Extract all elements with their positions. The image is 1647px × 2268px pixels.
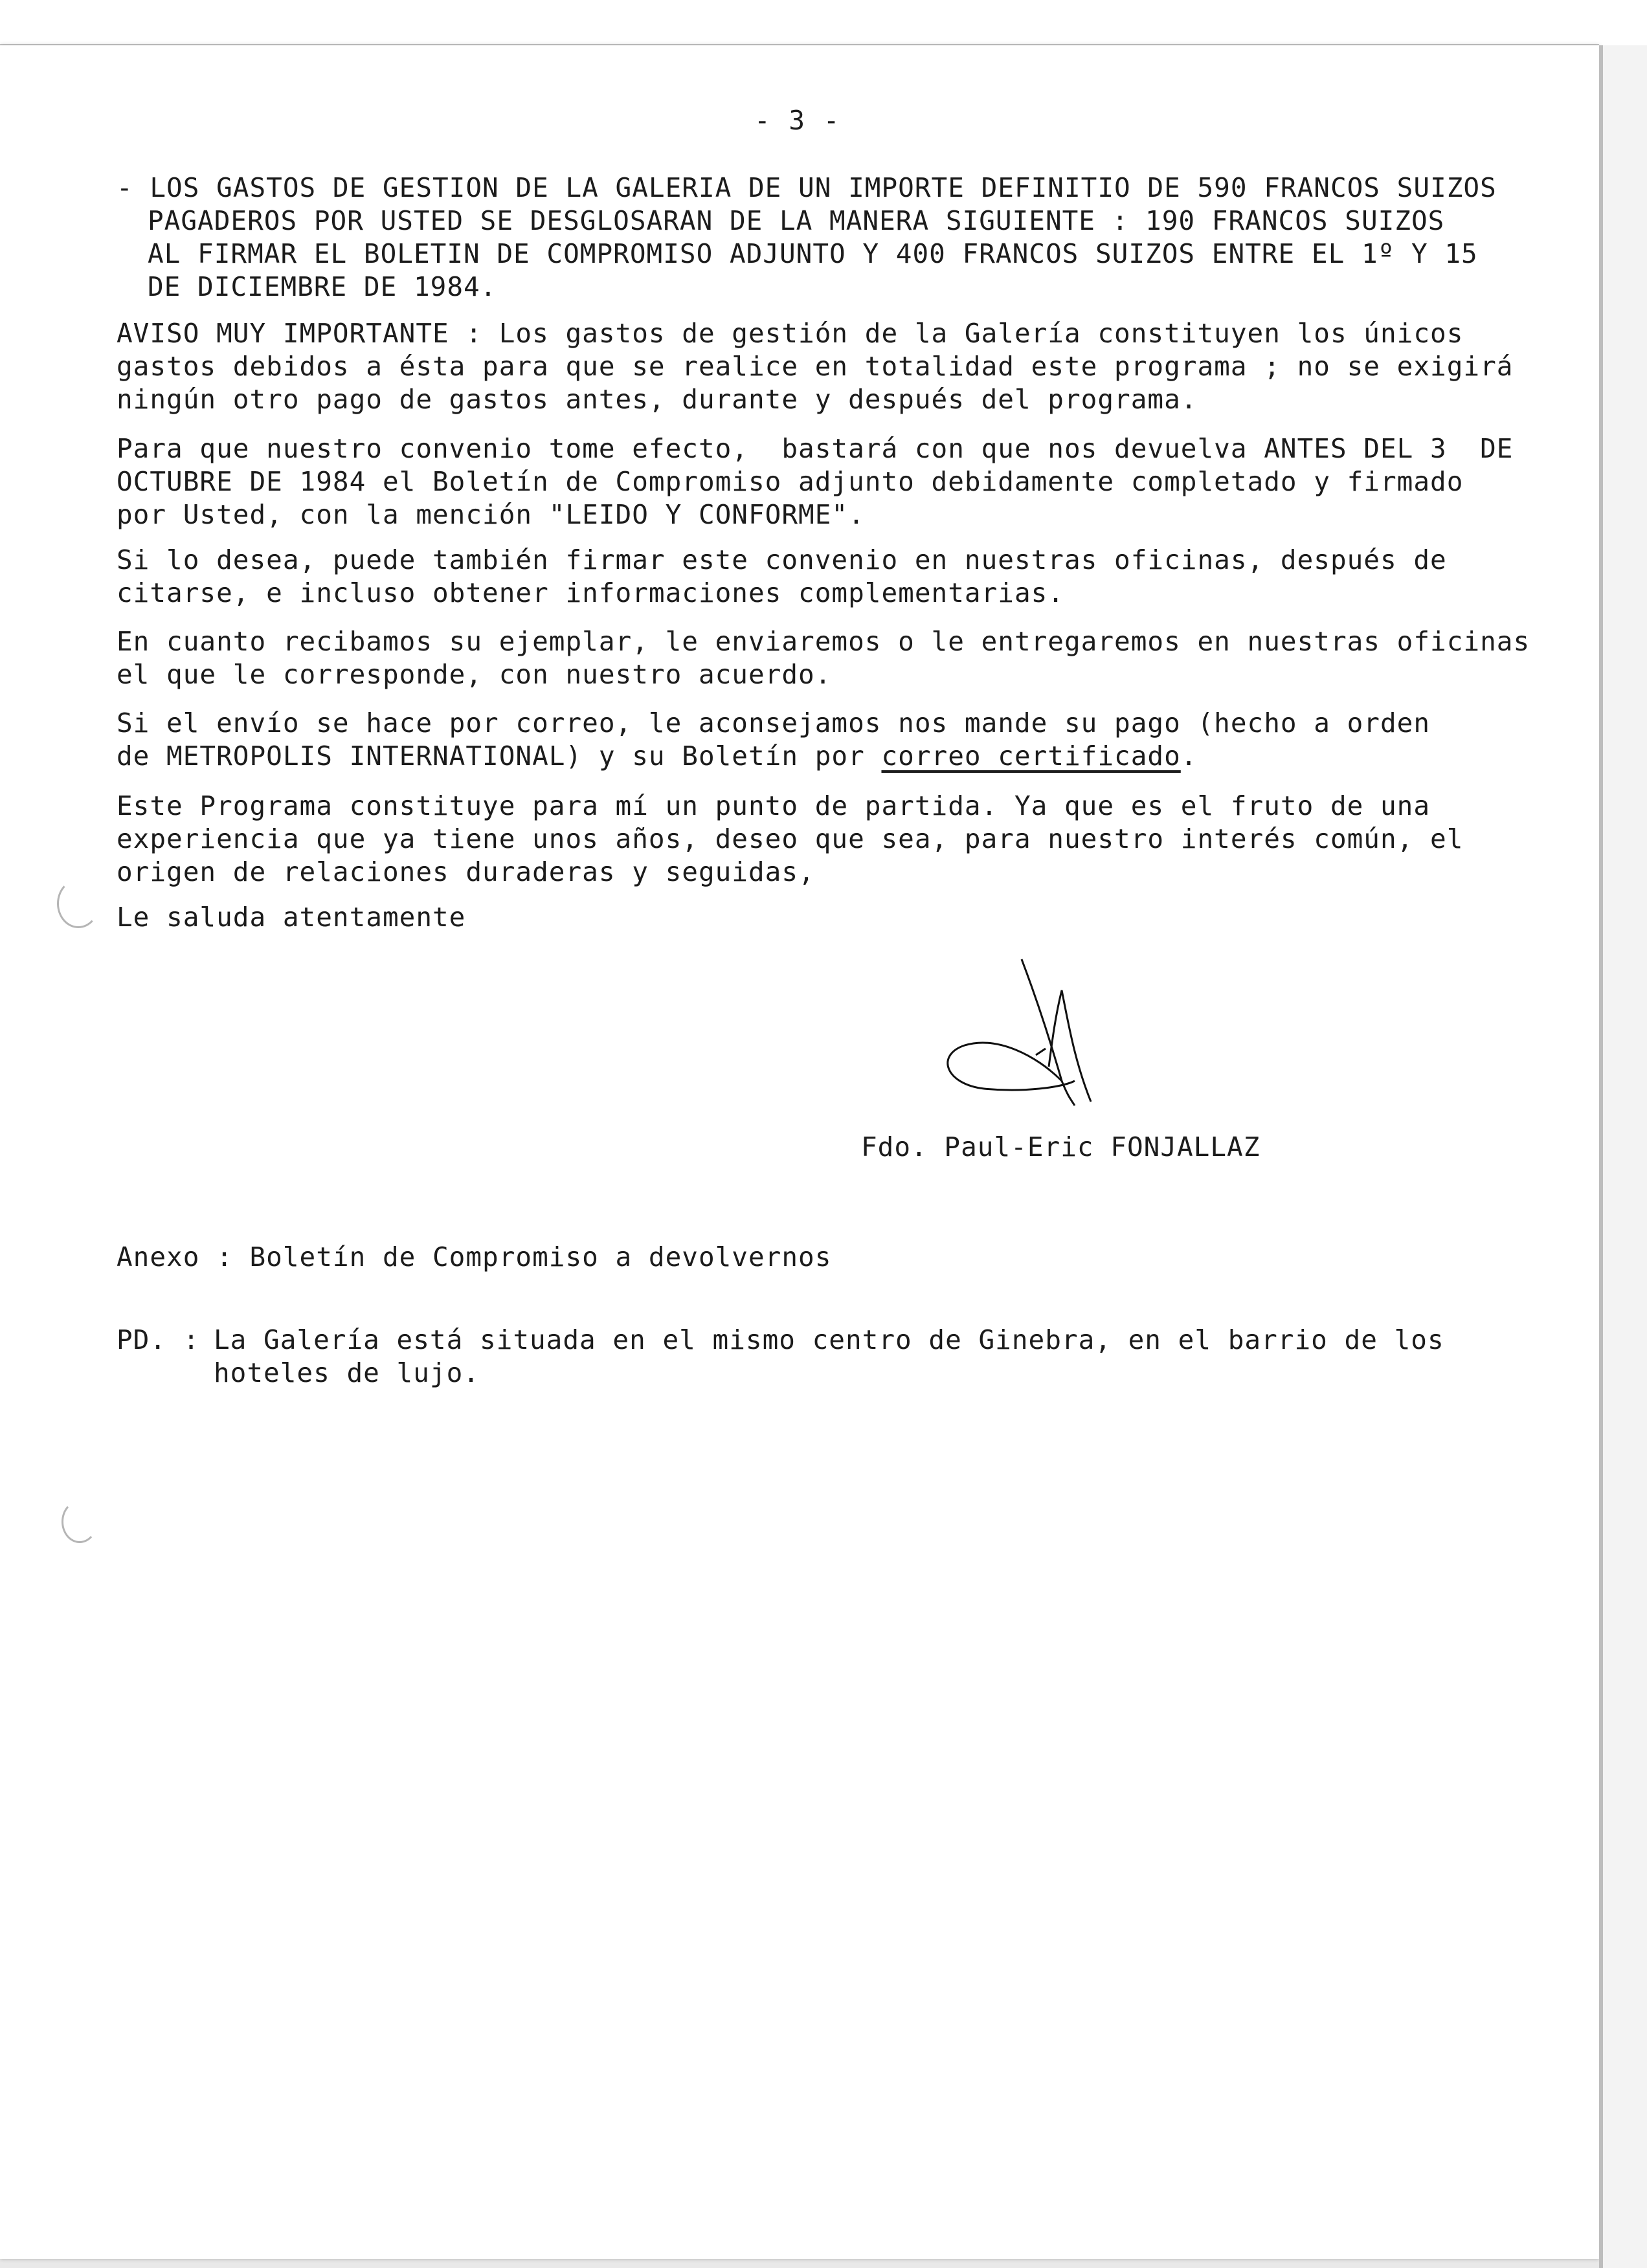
text-line: AL FIRMAR EL BOLETIN DE COMPROMISO ADJUNTO Y 400 FRANCOS SUIZOS ENTRE EL 1º Y 15	[148, 238, 1478, 269]
text-line: - LOS GASTOS DE GESTION DE LA GALERIA DE UN IMPORTE DEFINITIO DE 590 FRANCOS SUIZOS	[117, 172, 1497, 203]
closing-salutation: Le saluda atentamente	[117, 902, 466, 933]
handwritten-signature	[939, 951, 1146, 1107]
postscript	[117, 1324, 1444, 1390]
text-line: AVISO MUY IMPORTANTE : Los gastos de gestión de la Galería constituyen los únicos	[117, 318, 1464, 349]
text-line: PAGADEROS POR USTED SE DESGLOSARAN DE LA MANERA SIGUIENTE : 190 FRANCOS SUIZOS	[148, 205, 1445, 236]
text-line: Si lo desea, puede también firmar este convenio en nuestras oficinas, después de	[117, 544, 1447, 575]
text-line: OCTUBRE DE 1984 el Boletín de Compromiso adjunto debidamente completado y firmado	[117, 466, 1464, 497]
text-line: DE DICIEMBRE DE 1984.	[148, 271, 497, 302]
punch-hole-mark	[62, 1500, 98, 1543]
text-line: Este Programa constituye para mí un punto de partida. Ya que es el fruto de una	[117, 790, 1431, 821]
paragraph-office-signing	[117, 544, 1447, 610]
text-line: origen de relaciones duraderas y seguidas,	[117, 856, 815, 887]
text-line	[117, 1324, 1444, 1357]
text-segment: La Galería está situada en el mismo centro de Ginebra, en el barrio de los	[214, 1324, 1444, 1355]
paragraph-agreement	[117, 432, 1513, 531]
paragraph-important-notice	[117, 317, 1513, 416]
signer-name: Fdo. Paul-Eric FONJALLAZ	[861, 1131, 1260, 1162]
text-line: citarse, e incluso obtener informaciones complementarias.	[117, 577, 1064, 608]
paper-shadow	[1599, 45, 1603, 2268]
paragraph-mail	[117, 707, 1430, 773]
page-number: - 3 -	[754, 105, 841, 136]
paragraph-fees	[117, 172, 1497, 304]
annex-note: Anexo : Boletín de Compromiso a devolvernos	[117, 1241, 832, 1273]
text-segment: .	[1180, 740, 1198, 772]
text-line: En cuanto recibamos su ejemplar, le enviaremos o le entregaremos en nuestras oficinas	[117, 626, 1530, 657]
text-line: gastos debidos a ésta para que se realice en totalidad este programa ; no se exigirá	[117, 351, 1514, 382]
text-line: experiencia que ya tiene unos años, deseo que sea, para nuestro interés común, el	[117, 823, 1464, 854]
text-line: Para que nuestro convenio tome efecto, bastará con que nos devuelva ANTES DEL 3 DE	[117, 433, 1514, 464]
scan-top-margin	[0, 0, 1647, 45]
text-line: el que le corresponde, con nuestro acuerdo.	[117, 659, 832, 690]
scan-right-margin	[1599, 45, 1647, 2268]
paragraph-program	[117, 790, 1463, 889]
paragraph-copy-delivery	[117, 625, 1530, 691]
text-line: ningún otro pago de gastos antes, durante y después del programa.	[117, 384, 1198, 415]
text-line: hoteles de lujo.	[214, 1357, 480, 1388]
postscript-label: PD. :	[117, 1324, 200, 1355]
punch-hole-mark	[57, 879, 100, 928]
text-line: por Usted, con la mención "LEIDO Y CONFORME".	[117, 499, 865, 530]
underlined-text: correo certificado	[881, 740, 1181, 772]
text-segment: de METROPOLIS INTERNATIONAL) y su Boletín por	[117, 740, 882, 772]
text-line: Si el envío se hace por correo, le aconsejamos nos mande su pago (hecho a orden	[117, 707, 1431, 739]
text-line	[117, 740, 1430, 773]
